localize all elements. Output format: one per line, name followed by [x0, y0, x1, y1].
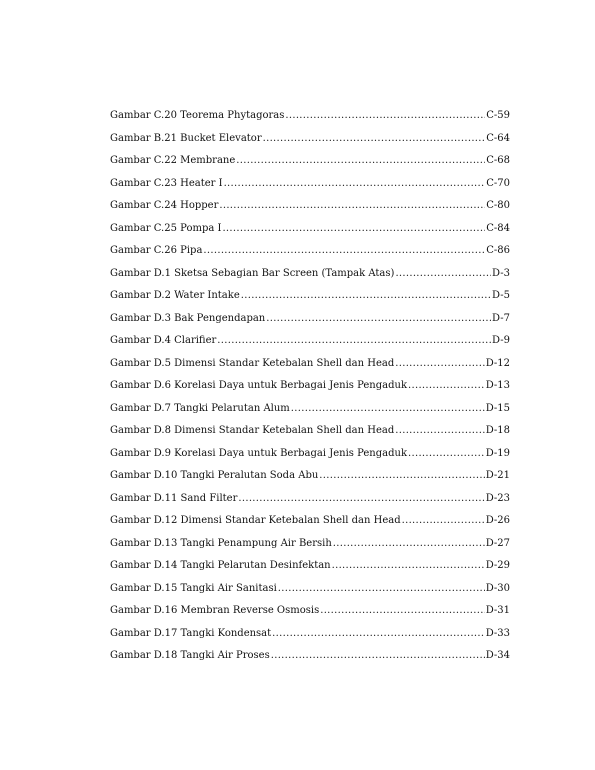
toc-entry-label: Gambar D.5 Dimensi Standar Ketebalan Shell dan Head	[110, 357, 395, 369]
dot-leader	[408, 447, 485, 460]
dot-leader	[285, 109, 485, 122]
toc-entry-page-number: D-31	[485, 605, 510, 616]
toc-entry	[110, 402, 510, 425]
toc-entry-page-number: D-21	[485, 470, 510, 481]
toc-entry	[110, 514, 510, 537]
dot-leader	[395, 267, 491, 280]
toc-entry-page-number: D-7	[492, 312, 510, 324]
dot-leader	[241, 289, 491, 302]
toc-entry-label: Gambar D.17 Tangki Kondensat	[110, 627, 272, 639]
toc-entry-label: Gambar D.2 Water Intake	[110, 290, 240, 301]
dot-leader	[320, 604, 484, 617]
toc-entry-label: Gambar D.14 Tangki Pelarutan Desinfektan	[110, 560, 331, 571]
toc-entry-page-number: C-86	[486, 245, 510, 256]
toc-entry	[110, 424, 510, 447]
toc-entry-page-number: D-9	[492, 335, 510, 346]
toc-entry	[110, 492, 510, 515]
toc-entry-label: Gambar D.4 Clarifier	[110, 335, 217, 346]
toc-entry-page-number: D-18	[485, 425, 510, 436]
toc-entry-label: Gambar D.1 Sketsa Sebagian Bar Screen (Tampak Atas)	[110, 267, 395, 279]
toc-entry-page-number: C-68	[486, 155, 510, 166]
toc-entry	[110, 334, 510, 357]
toc-entry-label: Gambar D.13 Tangki Penampung Air Bersih	[110, 537, 332, 549]
dot-leader	[219, 199, 485, 212]
toc-entry-label: Gambar C.23 Heater I	[110, 177, 223, 189]
dot-leader	[238, 492, 484, 505]
dot-leader	[224, 177, 486, 190]
dot-leader	[278, 582, 485, 595]
toc-entry-label: Gambar D.7 Tangki Pelarutan Alum	[110, 402, 290, 414]
toc-entry-page-number: D-30	[485, 582, 510, 594]
dot-leader	[332, 559, 485, 572]
dot-leader	[333, 537, 485, 550]
dot-leader	[319, 469, 484, 482]
toc-entry	[110, 447, 510, 470]
toc-entry-page-number: D-13	[485, 380, 510, 391]
toc-entry-page-number: C-70	[486, 177, 510, 189]
toc-entry	[110, 244, 510, 267]
dot-leader	[395, 357, 484, 370]
toc-entry	[110, 649, 510, 672]
dot-leader	[217, 334, 491, 347]
toc-entry-label: Gambar C.26 Pipa	[110, 245, 203, 256]
toc-entry	[110, 627, 510, 650]
toc-entry-label: Gambar D.12 Dimensi Standar Ketebalan Shell dan Head	[110, 515, 401, 526]
toc-entry-label: Gambar C.24 Hopper	[110, 200, 219, 211]
toc-entry-label: Gambar D.3 Bak Pengendapan	[110, 312, 266, 324]
toc-entry-page-number: D-23	[485, 492, 510, 504]
dot-leader	[402, 514, 485, 527]
toc-entry-page-number: D-34	[485, 650, 510, 661]
toc-entry	[110, 222, 510, 245]
toc-entry	[110, 582, 510, 605]
toc-entry-label: Gambar D.6 Korelasi Daya untuk Berbagai Jenis Pengaduk	[110, 380, 408, 391]
dot-leader	[236, 154, 485, 167]
dot-leader	[266, 312, 491, 325]
toc-entry-page-number: D-27	[485, 537, 510, 549]
toc-entry-page-number: C-59	[486, 110, 510, 121]
toc-entry-page-number: D-15	[485, 402, 510, 414]
toc-entry-page-number: C-84	[486, 222, 510, 234]
toc-entry-page-number: D-3	[492, 267, 510, 279]
toc-entry	[110, 537, 510, 560]
dot-leader	[395, 424, 484, 437]
dot-leader	[222, 222, 485, 235]
toc-entry-label: Gambar D.8 Dimensi Standar Ketebalan Shell dan Head	[110, 425, 395, 436]
toc-entry-page-number: C-80	[486, 200, 510, 211]
toc-entry	[110, 312, 510, 335]
toc-entry	[110, 199, 510, 222]
toc-entry	[110, 559, 510, 582]
toc-entry	[110, 357, 510, 380]
toc-entry	[110, 604, 510, 627]
toc-entry-label: Gambar D.15 Tangki Air Sanitasi	[110, 582, 277, 594]
dot-leader	[291, 402, 485, 415]
toc-entry	[110, 154, 510, 177]
toc-entry-label: Gambar B.21 Bucket Elevator	[110, 132, 262, 144]
toc-entry-label: Gambar D.16 Membran Reverse Osmosis	[110, 605, 320, 616]
toc-entry	[110, 109, 510, 132]
toc-entry	[110, 132, 510, 155]
toc-entry	[110, 177, 510, 200]
toc-entry-page-number: C-64	[486, 132, 510, 144]
dot-leader	[263, 132, 486, 145]
toc-entry-label: Gambar D.18 Tangki Air Proses	[110, 650, 270, 661]
toc-entry	[110, 379, 510, 402]
toc-entry-label: Gambar C.25 Pompa I	[110, 222, 222, 234]
toc-entry-page-number: D-26	[485, 515, 510, 526]
toc-entry-page-number: D-33	[485, 627, 510, 639]
toc-entry-label: Gambar C.22 Membrane	[110, 155, 236, 166]
toc-entry-page-number: D-29	[485, 560, 510, 571]
toc-entry-label: Gambar C.20 Teorema Phytagoras	[110, 110, 285, 121]
toc-entry-label: Gambar D.9 Korelasi Daya untuk Berbagai Jenis Pengaduk	[110, 447, 408, 459]
dot-leader	[271, 649, 485, 662]
toc-entry-page-number: D-12	[485, 357, 510, 369]
toc-entry-page-number: D-19	[485, 447, 510, 459]
toc-entry-page-number: D-5	[492, 290, 510, 301]
dot-leader	[408, 379, 485, 392]
toc-entry-label: Gambar D.11 Sand Filter	[110, 492, 238, 504]
toc-entry	[110, 469, 510, 492]
toc-entry-label: Gambar D.10 Tangki Peralutan Soda Abu	[110, 470, 319, 481]
list-of-figures	[110, 109, 510, 672]
toc-entry	[110, 289, 510, 312]
dot-leader	[203, 244, 485, 257]
toc-entry	[110, 267, 510, 290]
dot-leader	[272, 627, 485, 640]
